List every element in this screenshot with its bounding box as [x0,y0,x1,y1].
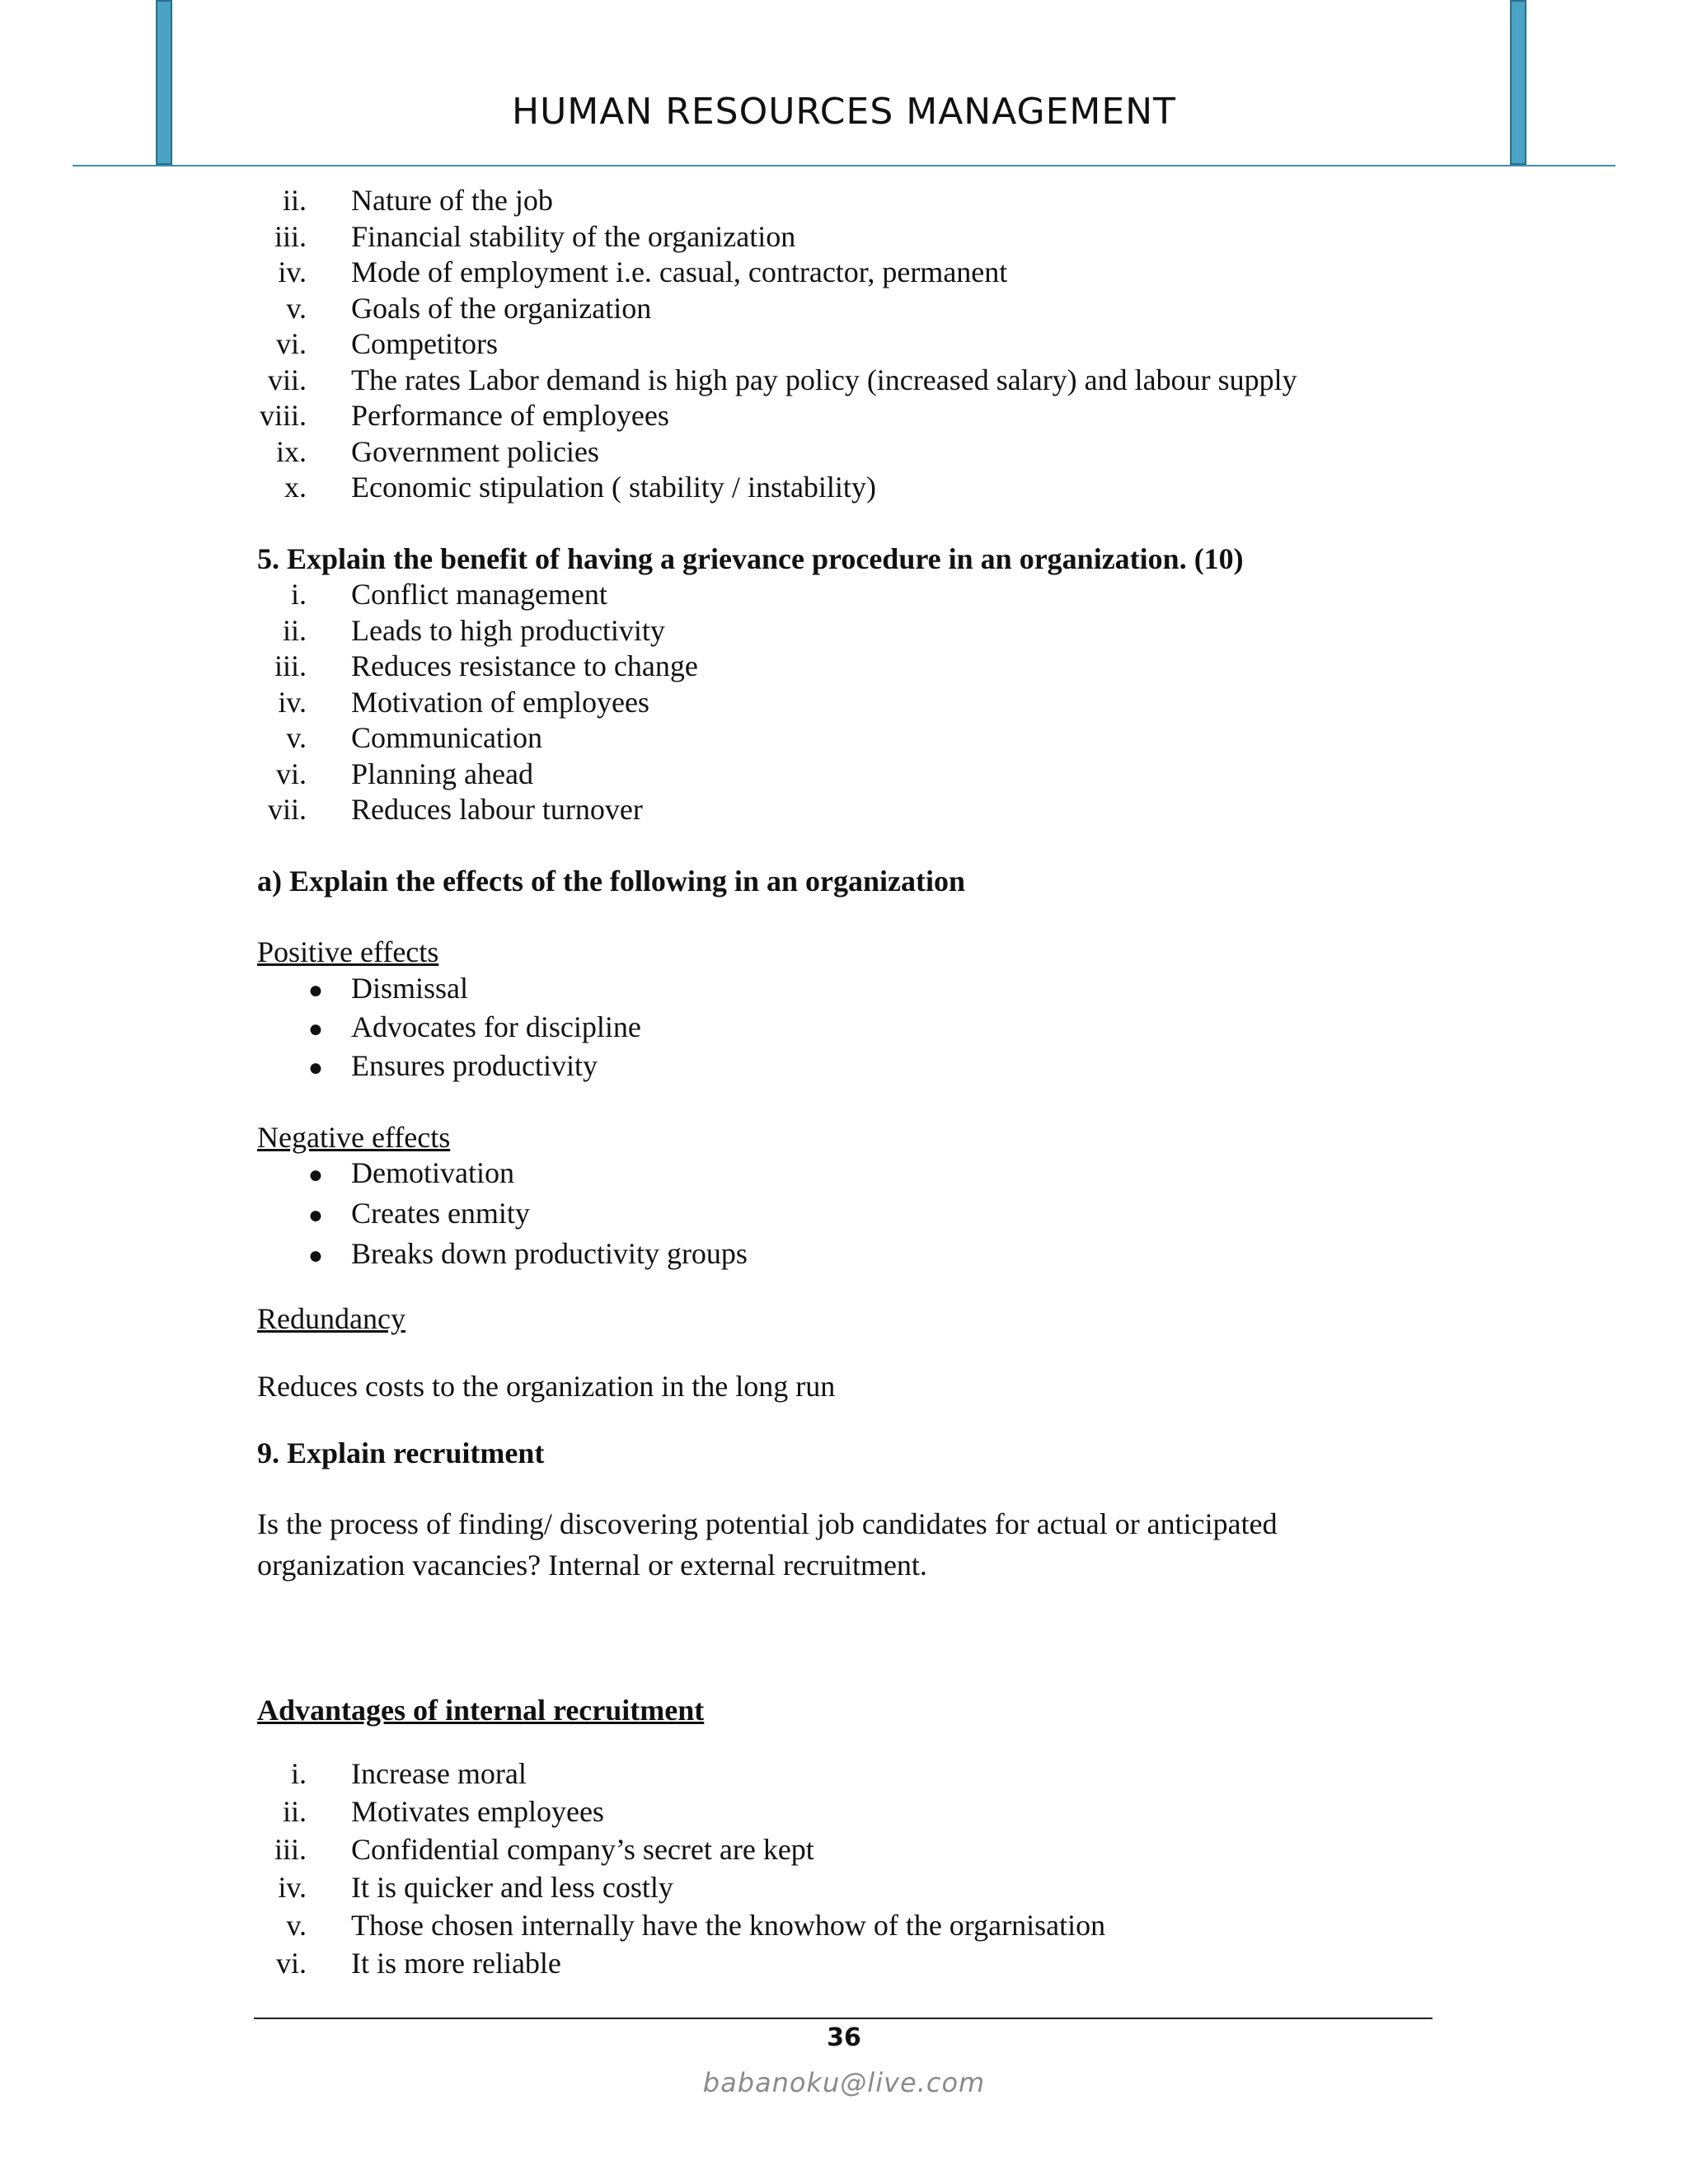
bullet-icon: ● [307,1015,323,1043]
bullet-icon: ● [307,976,323,1004]
list-item: vii. The rates Labor demand is high pay policy (increased salary) and labour supply [267,363,1297,396]
list-item: i. Increase moral [290,1757,527,1790]
redundancy-text: Reduces costs to the organization in the long run [257,1369,836,1403]
page-number: 36 [827,2023,861,2052]
redundancy-title: Redundancy [257,1302,406,1335]
list-item: vi. It is more reliable [275,1947,561,1980]
positive-effects-title: Positive effects [257,935,439,968]
question-9-heading: 9. Explain recruitment [257,1436,545,1469]
bullet-icon: ● [307,1053,323,1081]
question-a-heading: a) Explain the effects of the following in an organization [257,864,965,898]
list-item: ● Creates enmity [257,1196,1493,1236]
list-item: viii. Performance of employees [259,399,669,432]
list-item: iv. Motivation of employees [278,685,649,719]
list-item: ii. Leads to high productivity [282,613,665,647]
bullet-icon: ● [307,1242,323,1269]
list-item: ● Advocates for discipline [257,1010,1493,1048]
list-item: ix. Government policies [275,434,599,468]
bullet-icon: ● [307,1161,323,1188]
header-bar-right [1510,0,1526,165]
list-item: vi. Planning ahead [275,757,533,790]
advantages-title: Advantages of internal recruitment [257,1693,705,1727]
header-rule [73,165,1615,166]
bullet-icon: ● [307,1202,323,1229]
list-item: ● Dismissal [257,971,1493,1010]
list-item: ● Ensures productivity [257,1048,1493,1087]
factors-list [257,183,1493,506]
list-item: iv. Mode of employment i.e. casual, contractor, permanent [278,255,1008,288]
list-item: v. Those chosen internally have the knowhow of the orgarnisation [286,1909,1106,1942]
grievance-benefits-list [257,577,1493,828]
list-item: ii. Motivates employees [282,1795,604,1828]
list-item: iii. Confidential company’s secret are kept [274,1833,814,1866]
negative-effects-list [257,1155,1493,1277]
list-item: iii. Reduces resistance to change [274,649,698,682]
page-content [257,183,1493,1984]
question-5-heading: 5. Explain the benefit of having a grievance procedure in an organization. (10) [257,541,1244,575]
list-item: i. Conflict management [290,578,607,611]
list-item: ● Demotivation [257,1155,1493,1196]
footer-rule [254,2018,1432,2019]
list-item: ii. Nature of the job [282,184,553,217]
list-item: iii. Financial stability of the organization [274,219,796,253]
list-item: ● Breaks down productivity groups [257,1236,1493,1277]
list-item: vi. Competitors [275,327,498,360]
footer-email: babanoku@live.com [702,2067,986,2098]
advantages-list [257,1756,1493,1984]
page-header-title: HUMAN RESOURCES MANAGEMENT [512,91,1176,133]
recruitment-definition-line-2: organization vacancies? Internal or external recruitment. [257,1548,927,1582]
list-item: iv. It is quicker and less costly [278,1871,673,1904]
header-bar-left [156,0,172,165]
list-item: x. Economic stipulation ( stability / instability) [284,471,876,504]
list-item: v. Goals of the organization [286,291,652,325]
list-item: v. Communication [286,721,542,754]
list-item: vii. Reduces labour turnover [267,793,643,826]
positive-effects-list [257,971,1493,1087]
recruitment-definition-line-1: Is the process of finding/ discovering potential job candidates for actual or anticipated [257,1507,1278,1540]
negative-effects-title: Negative effects [257,1120,451,1154]
